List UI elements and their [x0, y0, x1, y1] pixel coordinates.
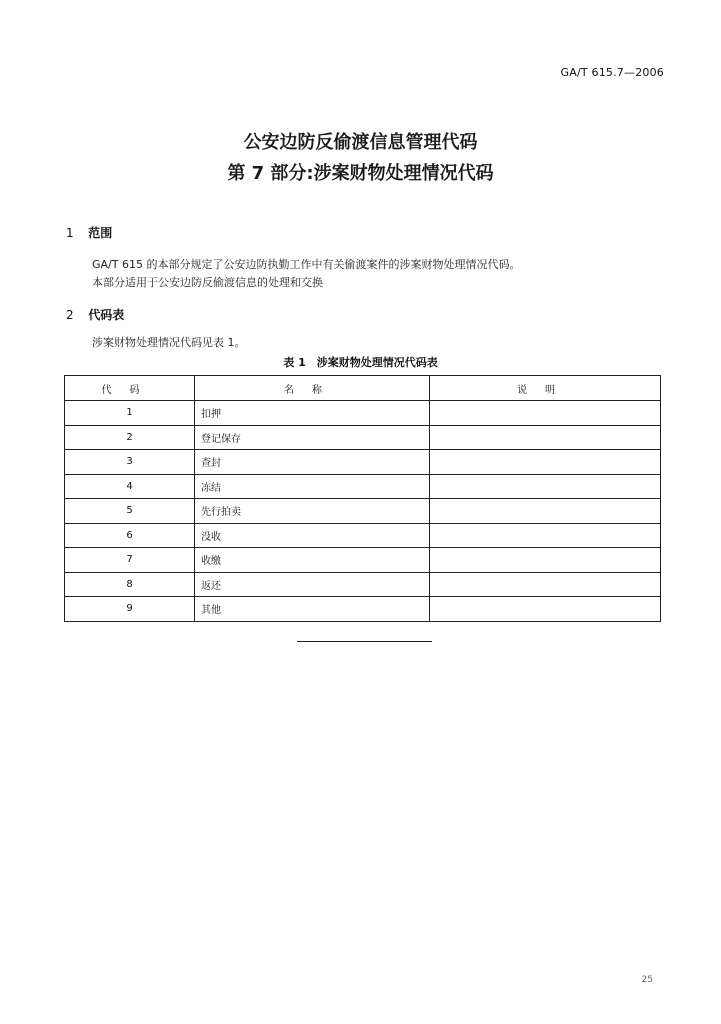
column-header-note: 说明 — [430, 376, 661, 401]
table-row — [65, 548, 661, 573]
note-cell — [430, 572, 661, 597]
table-row — [65, 450, 661, 475]
code-cell: 3 — [65, 450, 195, 475]
note-cell — [430, 401, 661, 426]
code-cell: 2 — [65, 425, 195, 450]
column-header-name: 名称 — [195, 376, 430, 401]
code-cell: 4 — [65, 474, 195, 499]
table-row — [65, 401, 661, 426]
section-number: 1 — [66, 226, 74, 240]
note-cell — [430, 548, 661, 573]
table-row — [65, 597, 661, 622]
code-cell: 5 — [65, 499, 195, 524]
note-cell — [430, 425, 661, 450]
code-cell: 9 — [65, 597, 195, 622]
section-heading-scope — [66, 224, 112, 241]
table-row — [65, 572, 661, 597]
code-table — [64, 375, 661, 622]
section-title: 代码表 — [88, 308, 125, 322]
column-header-code: 代码 — [65, 376, 195, 401]
table-row — [65, 474, 661, 499]
table-header-row — [65, 376, 661, 401]
name-cell: 查封 — [195, 450, 430, 475]
page-number: 25 — [641, 975, 653, 985]
scope-paragraph-1: GA/T 615 的本部分规定了公安边防执勤工作中有关偷渡案件的涉案财物处理情况代码。 — [92, 258, 521, 271]
note-cell — [430, 474, 661, 499]
code-cell: 8 — [65, 572, 195, 597]
name-cell: 扣押 — [195, 401, 430, 426]
standard-number: GA/T 615.7—2006 — [560, 66, 664, 79]
note-cell — [430, 523, 661, 548]
end-divider — [297, 641, 432, 642]
table-caption: 表 1 涉案财物处理情况代码表 — [283, 356, 438, 369]
table-row — [65, 499, 661, 524]
name-cell: 返还 — [195, 572, 430, 597]
document-subtitle: 第 7 部分:涉案财物处理情况代码 — [227, 163, 494, 184]
name-cell: 收缴 — [195, 548, 430, 573]
name-cell: 其他 — [195, 597, 430, 622]
table-row — [65, 523, 661, 548]
note-cell — [430, 597, 661, 622]
note-cell — [430, 499, 661, 524]
code-cell: 1 — [65, 401, 195, 426]
name-cell: 先行拍卖 — [195, 499, 430, 524]
section-heading-code-table — [66, 306, 124, 323]
name-cell: 冻结 — [195, 474, 430, 499]
table-row — [65, 425, 661, 450]
document-title: 公安边防反偷渡信息管理代码 — [243, 132, 478, 153]
note-cell — [430, 450, 661, 475]
name-cell: 没收 — [195, 523, 430, 548]
section-title: 范围 — [88, 226, 113, 240]
section-number: 2 — [66, 308, 74, 322]
code-table-paragraph: 涉案财物处理情况代码见表 1。 — [92, 336, 246, 349]
code-cell: 6 — [65, 523, 195, 548]
scope-paragraph-2: 本部分适用于公安边防反偷渡信息的处理和交换 — [92, 276, 323, 289]
code-cell: 7 — [65, 548, 195, 573]
name-cell: 登记保存 — [195, 425, 430, 450]
